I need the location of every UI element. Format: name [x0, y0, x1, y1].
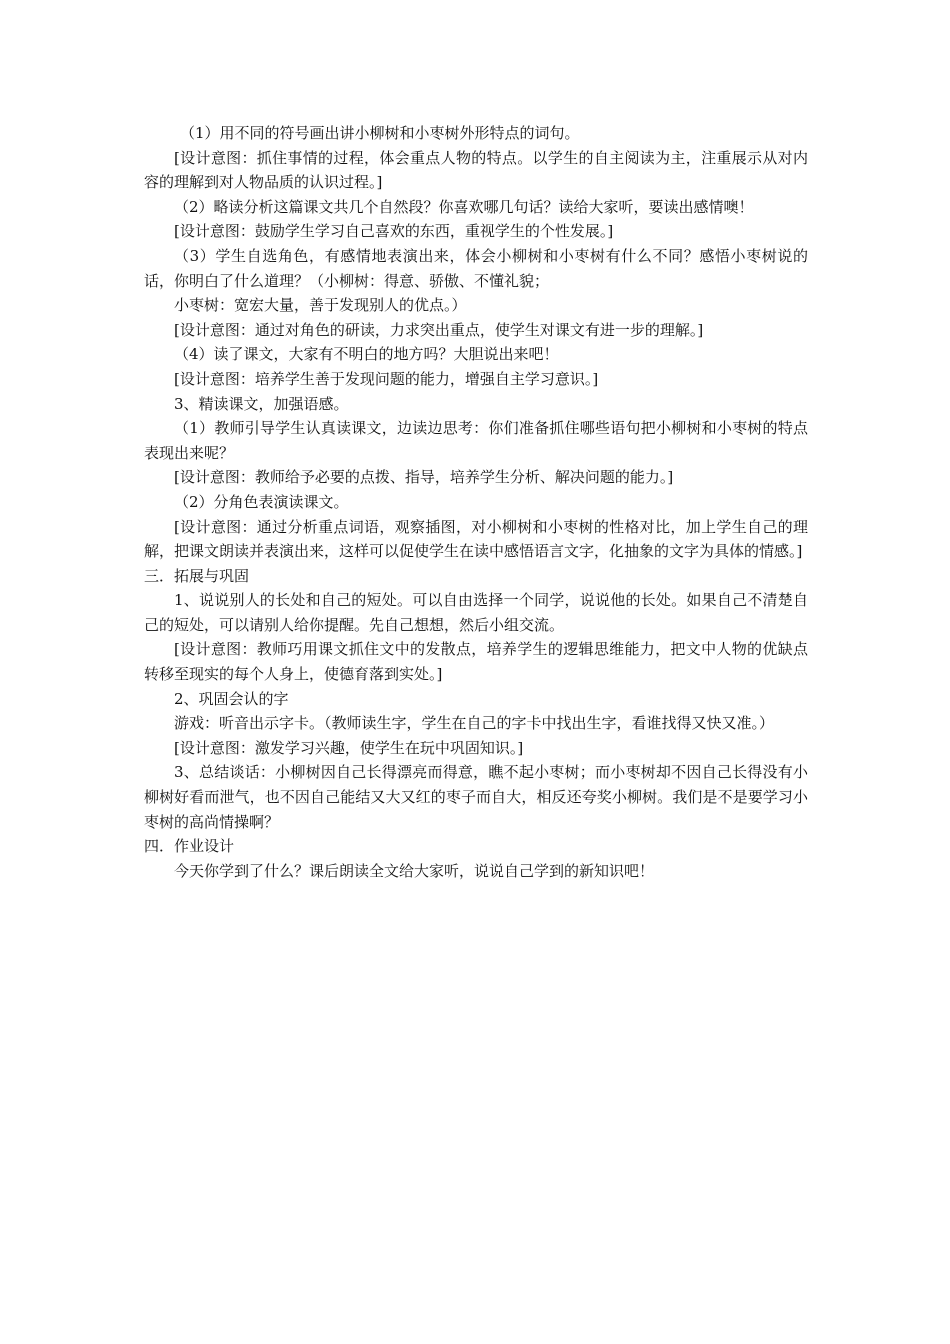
- section-heading: 四．作业设计: [144, 837, 235, 856]
- paragraph: [设计意图：激发学习兴趣，使学生在玩中巩固知识。]: [174, 738, 524, 757]
- paragraph: 小枣树：宽宏大量，善于发现别人的优点。）: [174, 296, 467, 315]
- paragraph: （2）略读分析这篇课文共几个自然段？你喜欢哪几句话？读给大家听，要读出感情噢！: [174, 197, 754, 216]
- paragraph: （1）教师引导学生认真读课文，边读边思考：你们准备抓住哪些语句把小柳树和小枣树的特点表现出来呢？: [144, 419, 808, 462]
- paragraph: [设计意图：通过对角色的研读，力求突出重点，使学生对课文有进一步的理解。]: [174, 320, 704, 339]
- paragraph: 2、巩固会认的字: [174, 689, 289, 708]
- paragraph: [设计意图：教师巧用课文抓住文中的发散点，培养学生的逻辑思维能力，把文中人物的优缺点转移至现实的每个人身上，使德育落到实处。]: [144, 640, 808, 684]
- paragraph: [设计意图：培养学生善于发现问题的能力，增强自主学习意识。]: [174, 369, 599, 388]
- document-page: [144, 121, 808, 883]
- paragraph: [设计意图：鼓励学生学习自己喜欢的东西，重视学生的个性发展。]: [174, 222, 614, 241]
- paragraph: 1、说说别人的长处和自己的短处。可以自由选择一个同学，说说他的长处。如果自己不清楚自己的短处，可以请别人给你提醒。先自己想想，然后小组交流。: [144, 591, 808, 634]
- section-heading: 三．拓展与巩固: [144, 566, 250, 585]
- paragraph: （3）学生自选角色，有感情地表演出来，体会小柳树和小枣树有什么不同？感悟小枣树说的话，你明白了什么道理？（小柳树：得意、骄傲、不懂礼貌；: [144, 246, 808, 290]
- paragraph: （1）用不同的符号画出讲小柳树和小枣树外形特点的词句。: [180, 124, 580, 142]
- paragraph: 3、总结谈话：小柳树因自己长得漂亮而得意，瞧不起小枣树；而小枣树却不因自己长得没有小柳树好看而泄气，也不因自己能结又大又红的枣子而自大，相反还夸奖小柳树。我们是不是要学习小枣树的高尚情操啊？: [144, 763, 808, 831]
- paragraph: 今天你学到了什么？课后朗读全文给大家听，说说自己学到的新知识吧！: [174, 861, 655, 880]
- paragraph: （4）读了课文，大家有不明白的地方吗？大胆说出来吧！: [174, 345, 559, 364]
- paragraph: [设计意图：教师给予必要的点拨、指导，培养学生分析、解决问题的能力。]: [174, 468, 674, 487]
- paragraph: 3、精读课文，加强语感。: [174, 394, 349, 413]
- paragraph: 游戏：听音出示字卡。（教师读生字，学生在自己的字卡中找出生字，看谁找得又快又准。）: [174, 714, 775, 733]
- paragraph: [设计意图：通过分析重点词语，观察插图，对小柳树和小枣树的性格对比，加上学生自己的理解，把课文朗读并表演出来，这样可以促使学生在读中感悟语言文字，化抽象的文字为具体的情感。]: [144, 517, 808, 561]
- paragraph: （2）分角色表演读课文。: [174, 492, 349, 511]
- paragraph: [设计意图：抓住事情的过程，体会重点人物的特点。以学生的自主阅读为主，注重展示从对内容的理解到对人物品质的认识过程。]: [144, 148, 808, 192]
